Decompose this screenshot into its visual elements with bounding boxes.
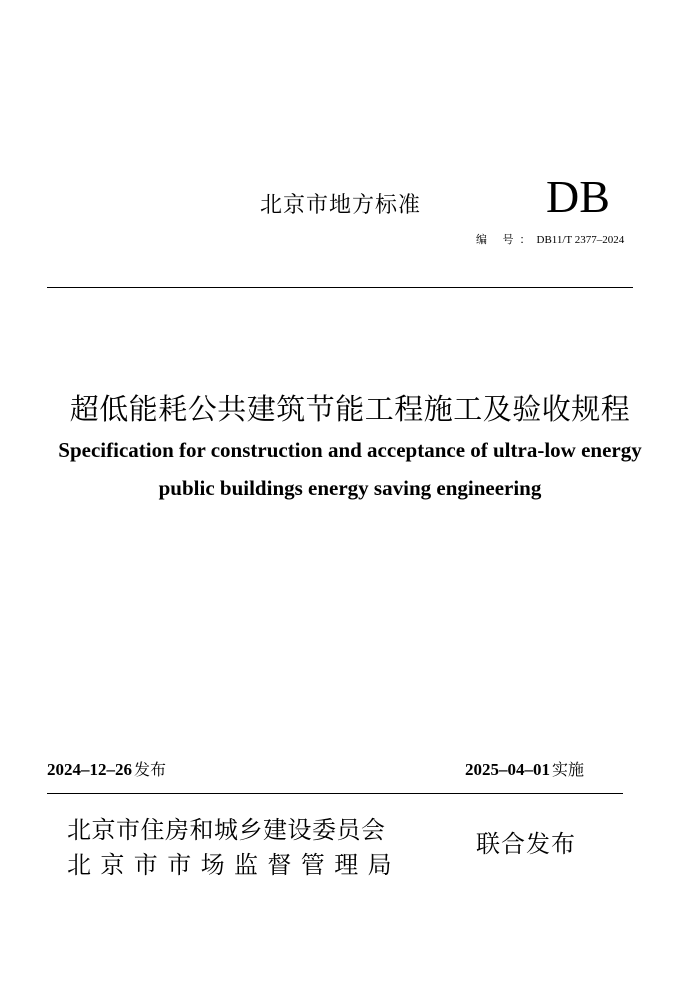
title-chinese: 超低能耗公共建筑节能工程施工及验收规程 bbox=[69, 392, 631, 426]
db-mark: DB bbox=[546, 171, 610, 222]
title-english-line1: Specification for construction and acceptance of ultra-low energy bbox=[58, 438, 642, 462]
joint-publish-label: 联合发布 bbox=[476, 830, 576, 858]
top-divider bbox=[47, 287, 633, 288]
standard-number-label: 编 号： bbox=[476, 233, 537, 246]
standard-number-value: DB11/T 2377–2024 bbox=[536, 234, 625, 246]
implementation-date-label: 实施 bbox=[552, 760, 585, 779]
issue-date-value: 2024–12–26 bbox=[47, 760, 132, 779]
issue-date bbox=[47, 757, 166, 780]
publisher-market-regulation: 北京市市场监督管理局 bbox=[67, 851, 401, 879]
title-english-line2: public buildings energy saving engineering bbox=[158, 476, 542, 500]
issue-date-label: 发布 bbox=[134, 760, 167, 779]
bottom-divider bbox=[47, 793, 623, 794]
implementation-date bbox=[465, 757, 584, 780]
implementation-date-value: 2025–04–01 bbox=[465, 760, 550, 779]
standard-type-label: 北京市地方标准 bbox=[260, 193, 422, 218]
standard-number bbox=[476, 231, 624, 247]
publisher-housing-commission: 北京市住房和城乡建设委员会 bbox=[67, 816, 386, 844]
